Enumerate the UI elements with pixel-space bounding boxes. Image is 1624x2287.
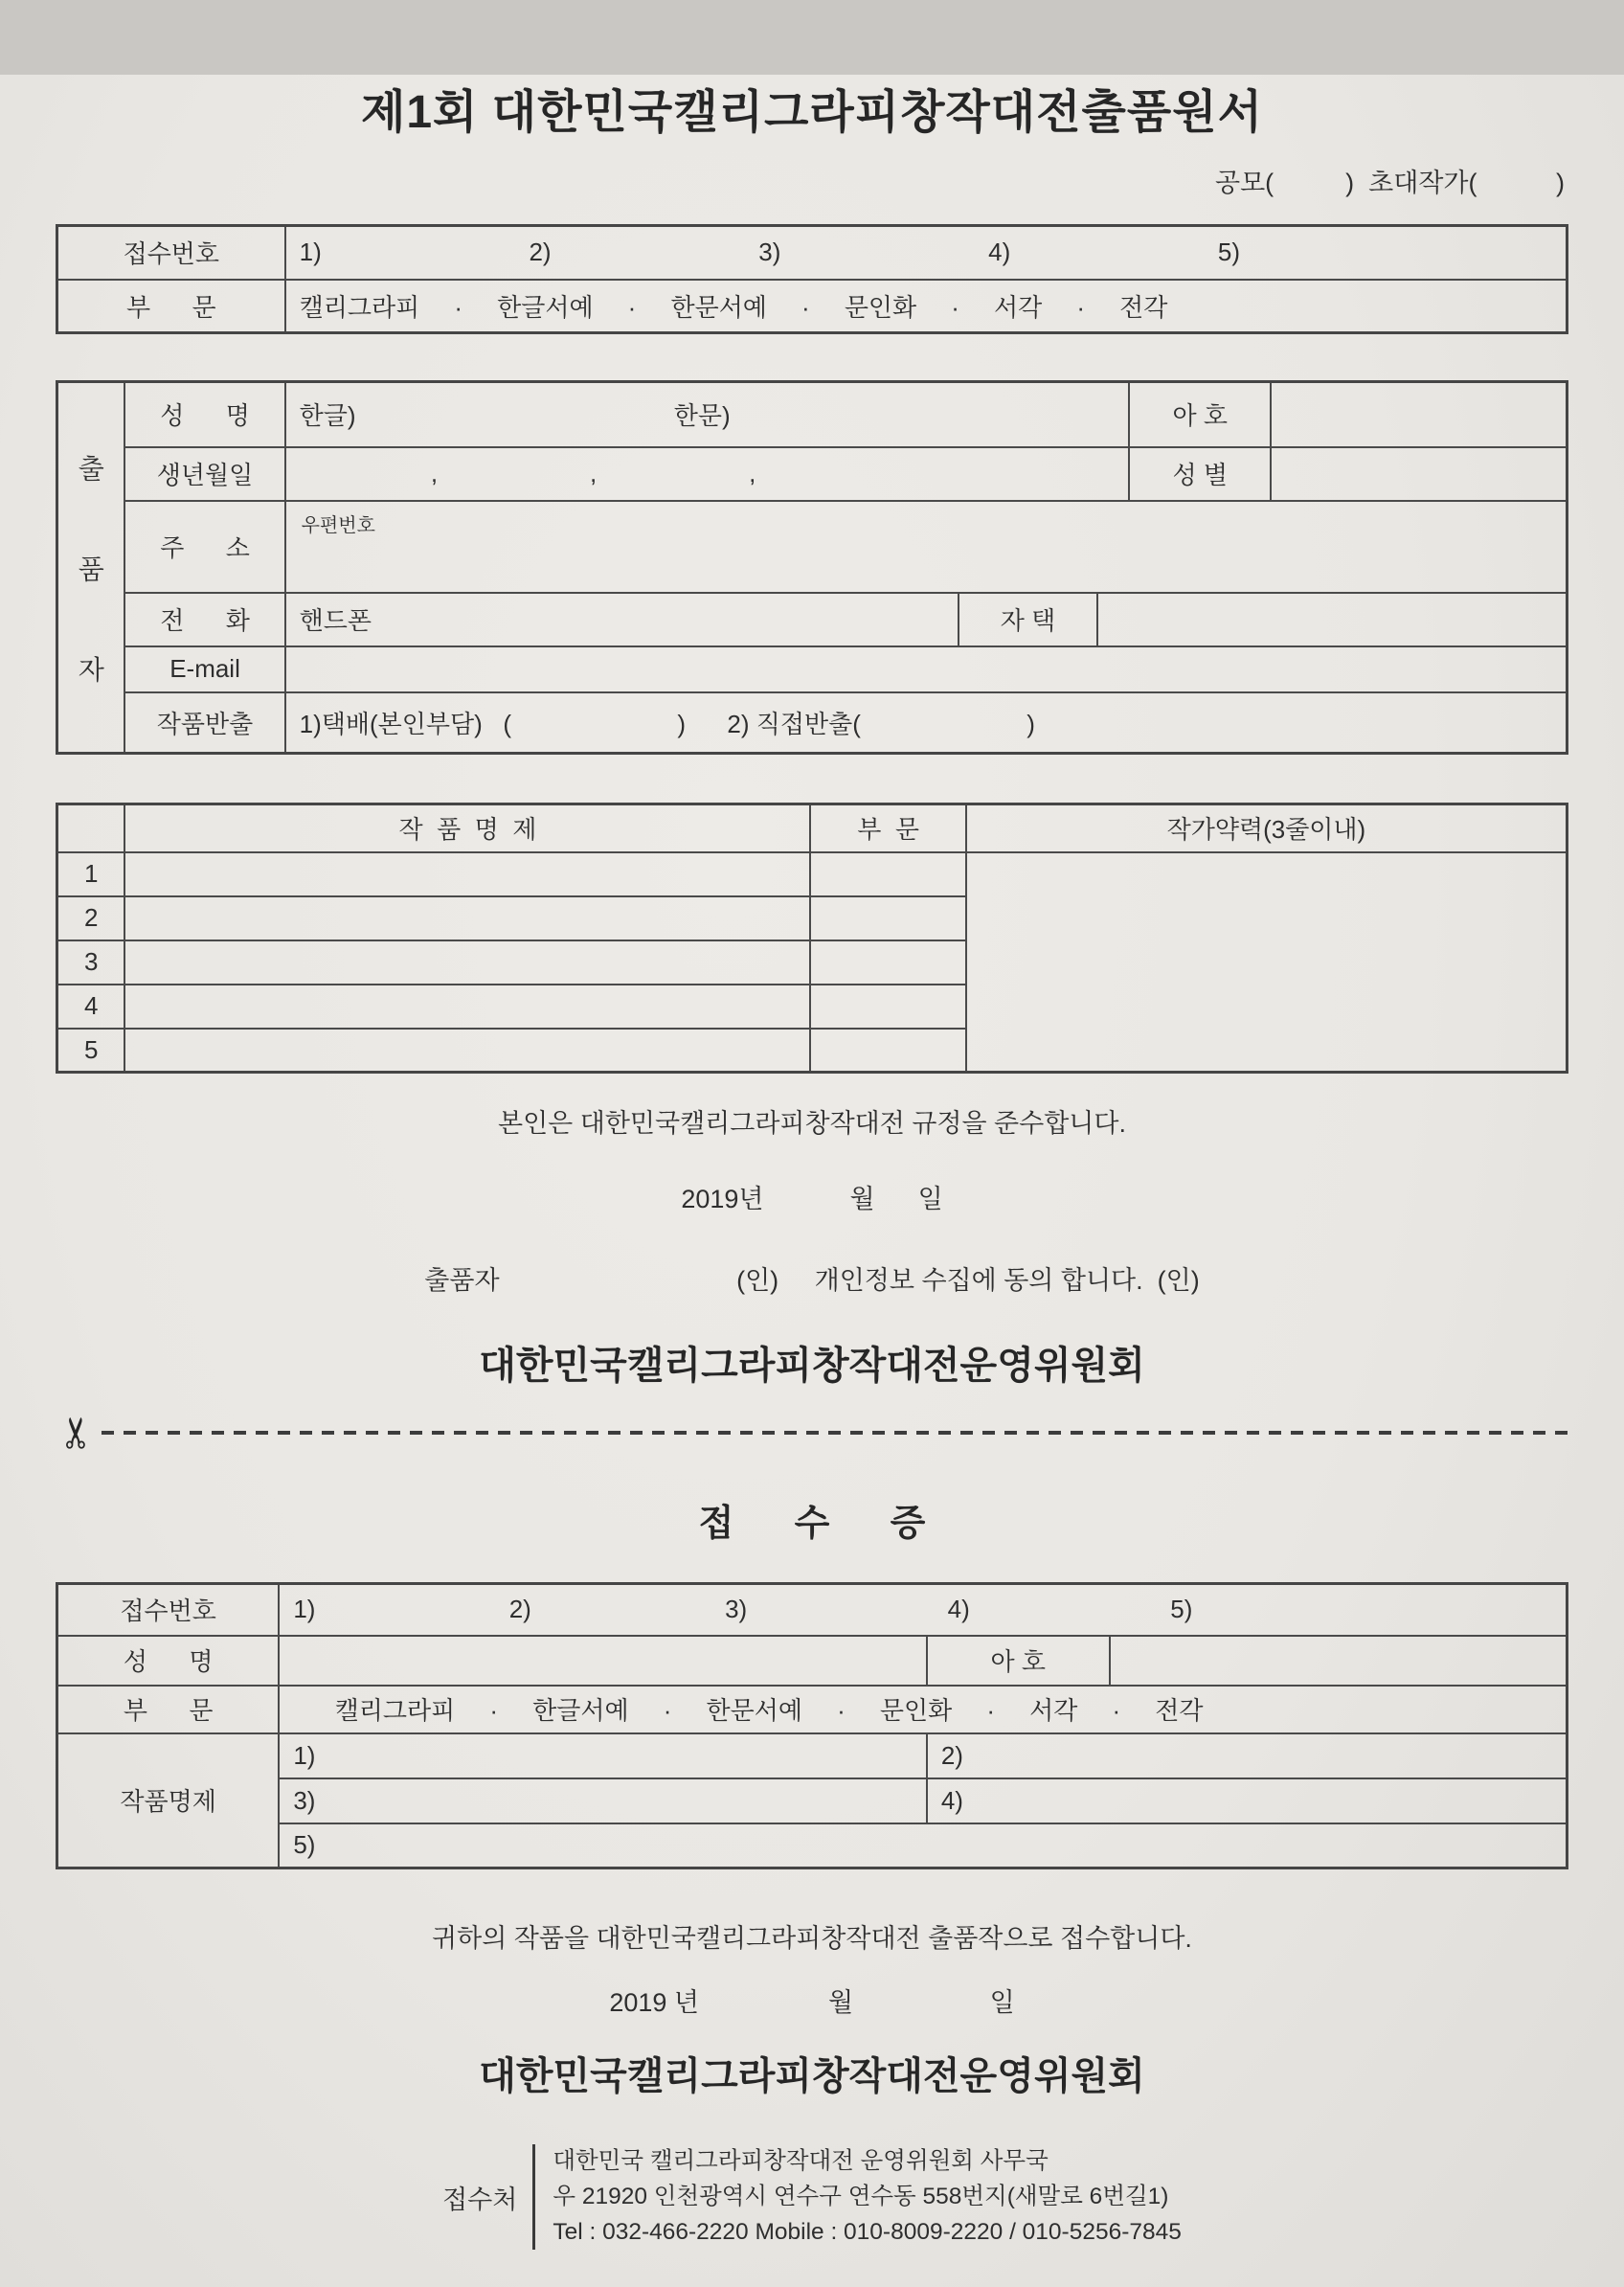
gender-input-cell [1271,447,1567,501]
name-input-cell: 한글) 한문) [285,382,1130,447]
receipt-artwork-row-2 [57,1778,1568,1823]
entry-number-label: 접수번호 [57,226,285,280]
artwork-row-number: 3 [57,940,125,985]
artwork-header-row [57,804,1568,852]
receipt-artwork-cell-5: 5) [279,1823,1567,1868]
contact-lines [535,2144,1182,2250]
receipt-number-row [57,1584,1568,1636]
gender-label: 성 별 [1129,447,1271,501]
entrant-phone-row [57,593,1568,646]
email-input-cell [285,646,1568,692]
entry-number-row [57,226,1568,280]
email-label: E-mail [124,646,284,692]
signature-line: 출품자 (인) 개인정보 수집에 동의 합니다. (인) [424,1266,1200,1295]
artwork-category-cell [810,852,965,896]
artwork-row-number: 2 [57,896,125,940]
contact-address-line: 우 21920 인천광역시 연수구 연수동 558번지(새말로 6번길1) [553,2183,1169,2209]
entrant-group-char: 출 [78,453,104,484]
receipt-name-input-cell [279,1636,927,1686]
entry-category-options: 캘리그라피 · 한글서예 · 한문서예 · 문인화 · 서각 · 전각 [285,280,1568,333]
receipt-artwork-label: 작품명제 [57,1733,280,1868]
artwork-row-number: 5 [57,1029,125,1073]
release-label: 작품반출 [124,692,284,754]
phone-label: 전 화 [124,593,284,646]
artwork-title-cell [124,1029,810,1073]
contact-office-line: 대한민국 캘리그라피창작대전 운영위원회 사무국 [553,2148,1049,2174]
artwork-category-cell [810,985,965,1029]
receipt-number-cells: 1) 2) 3) 4) 5) [279,1584,1567,1636]
entrant-group-label [58,386,124,750]
artwork-row-number: 4 [57,985,125,1029]
receipt-artwork-cell-4: 4) [927,1778,1568,1823]
receipt-pen-name-label: 아 호 [927,1636,1110,1686]
pledge-text: 본인은 대한민국캘리그라피창작대전 규정을 준수합니다. [498,1109,1126,1138]
receipt-name-label: 성 명 [57,1636,280,1686]
receipt-title: 접 수 증 [698,1504,926,1544]
name-label: 성 명 [124,382,284,447]
dashed-cut-line [102,1431,1568,1435]
receipt-table [56,1582,1568,1869]
receipt-pen-name-input-cell [1110,1636,1568,1686]
artwork-header-empty [57,804,125,852]
artwork-table [56,803,1568,1074]
artwork-title-header: 작 품 명 제 [124,804,810,852]
organization-heading: 대한민국캘리그라피창작대전운영위원회 [479,1345,1145,1387]
artwork-row-number: 1 [57,852,125,896]
cut-line [56,1411,1568,1455]
receipt-artwork-row-1 [57,1733,1568,1778]
artwork-category-cell [810,1029,965,1073]
entry-type-line: 공모( ) 초대작가( ) [1215,169,1565,197]
receipt-name-row [57,1636,1568,1686]
entrant-email-row [57,646,1568,692]
artwork-title-cell [124,852,810,896]
contact-phone-line: Tel : 032-466-2220 Mobile : 010-8009-2220 / 010-5256-7845 [553,2218,1182,2245]
birth-input-cell: , , , [285,447,1130,501]
artwork-category-header: 부 문 [810,804,965,852]
entrant-group-char: 자 [78,654,104,685]
receipt-confirmation-text: 귀하의 작품을 대한민국캘리그라피창작대전 출품작으로 접수합니다. [432,1924,1192,1953]
artwork-title-cell [124,896,810,940]
home-phone-label: 자 택 [959,593,1097,646]
receipt-category-label: 부 문 [57,1686,280,1733]
application-form-page [0,75,1624,2287]
entry-number-table [56,224,1568,334]
artwork-title-cell [124,940,810,985]
pen-name-input-cell [1271,382,1567,447]
birth-label: 생년월일 [124,447,284,501]
entrant-birth-row [57,447,1568,501]
artist-bio-header: 작가약력(3줄이내) [966,804,1568,852]
entry-category-row [57,280,1568,333]
artwork-title-cell [124,985,810,1029]
artwork-category-cell [810,940,965,985]
receipt-artwork-cell-3: 3) [279,1778,927,1823]
scissors-icon: ✂ [54,1415,101,1451]
postal-code-label: 우편번호 [301,514,375,536]
contact-block [56,2144,1568,2250]
receipt-category-row [57,1686,1568,1733]
contact-label: 접수처 [442,2185,518,2214]
entrant-info-table [56,380,1568,755]
address-label: 주 소 [124,501,284,593]
form-title: 제1회 대한민국캘리그라피창작대전출품원서 [360,87,1264,138]
home-phone-input-cell [1097,593,1567,646]
entrant-release-row [57,692,1568,754]
receipt-organization-heading: 대한민국캘리그라피창작대전운영위원회 [479,2055,1145,2097]
artwork-row-1 [57,852,1568,896]
artwork-category-cell [810,896,965,940]
entry-number-cells: 1) 2) 3) 4) 5) [285,226,1568,280]
artist-bio-cell [966,852,1568,1073]
entry-category-label: 부 문 [57,280,285,333]
mobile-input-cell: 핸드폰 [285,593,959,646]
entrant-group-char: 품 [78,554,104,584]
entrant-name-row [57,382,1568,447]
release-options-cell: 1)택배(본인부담) ( ) 2) 직접반출( ) [285,692,1568,754]
entrant-address-row [57,501,1568,593]
receipt-artwork-cell-1: 1) [279,1733,927,1778]
pen-name-label: 아 호 [1129,382,1271,447]
receipt-artwork-cell-2: 2) [927,1733,1568,1778]
declaration-date-line: 2019년 월 일 [681,1185,943,1213]
receipt-date-line: 2019 년 월 일 [609,1988,1015,2017]
receipt-number-label: 접수번호 [57,1584,280,1636]
entrant-group-cell [57,382,125,754]
receipt-category-options: 캘리그라피 · 한글서예 · 한문서예 · 문인화 · 서각 · 전각 [279,1686,1567,1733]
receipt-artwork-row-3 [57,1823,1568,1868]
address-input-cell [285,501,1568,593]
